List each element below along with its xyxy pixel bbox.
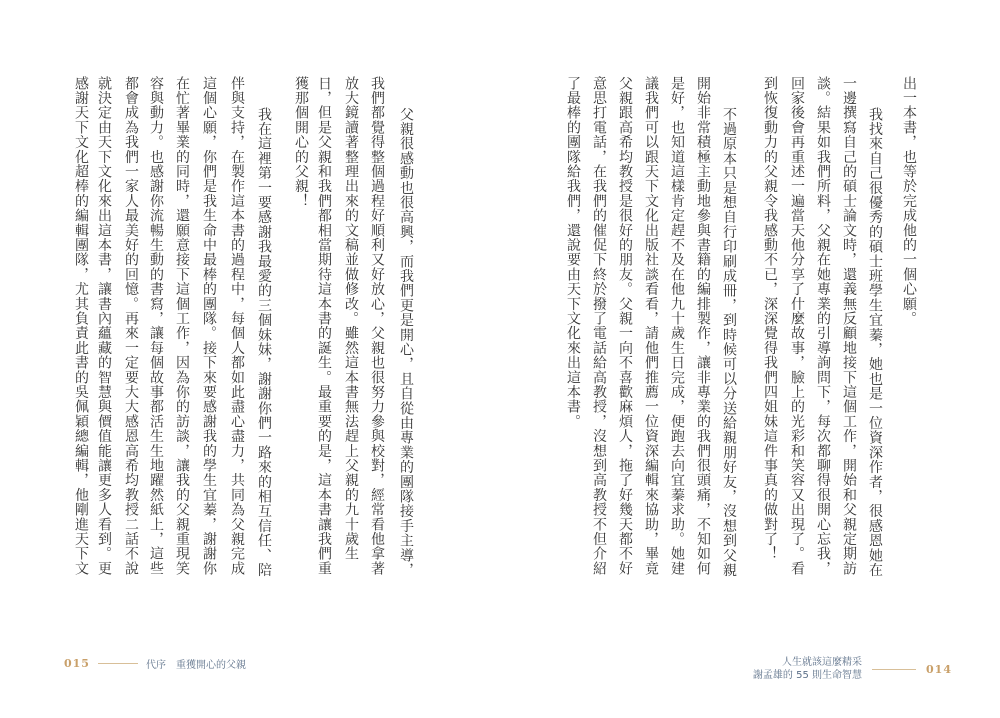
text-column: 我在這裡第一要感謝我最愛的三個妹妹，謝謝你們一路來的相互信任、陪: [256, 106, 272, 578]
right-page: [500, 0, 1000, 718]
text-column: 是好，也知道這樣肯定趕不及在他九十歲生日完成，便跑去向宜蓁求助。她建: [669, 76, 685, 576]
text-column: 我們都覺得整個過程好順利又好放心，父親也很努力參與校對，經常看他拿著: [369, 76, 385, 576]
text-column: 在忙著畢業的同時，還願意接下這個工作，因為你的訪談，讓我的父親重現笑: [174, 76, 190, 576]
text-column: 父親跟高希均教授是很好的朋友。父親一向不喜歡麻煩人，拖了好幾天都不好: [617, 76, 633, 576]
text-column: 一邊撰寫自己的碩士論文時，還義無反顧地接下這個工作，開始和父親定期訪: [841, 76, 857, 576]
text-column: 這個心願，你們是我生命中最棒的團隊。接下來要感謝我的學生宜蓁，謝謝你: [201, 76, 217, 576]
page-number: 014: [926, 662, 952, 676]
left-page-footer: [64, 656, 246, 671]
text-column: 談。結果如我們所料，父親在她專業的引導詢問下，每次都聊得很開心忘我，: [815, 76, 831, 576]
book-title: [753, 656, 862, 682]
footer-rule: [98, 663, 138, 664]
text-column: 意思打電話，在我們的催促下終於撥了電話給高教授，沒想到高教授不但介紹: [591, 76, 607, 576]
right-page-footer: [753, 656, 952, 682]
text-column: 日，但是父親和我們都相當期待這本書的誕生。最重要的是，這本書讓我們重: [316, 76, 332, 576]
footer-rule: [872, 669, 916, 670]
text-column: 開始非常積極主動地參與書籍的編排製作，讓非專業的我們很頭痛，不知如何: [695, 76, 711, 576]
book-title-line1: 人生就該這麼精采: [782, 657, 863, 668]
text-column: 都會成為我們一家人最美好的回憶。再來一定要大大感恩高希均教授二話不說: [123, 76, 139, 576]
text-column: 了最棒的團隊給我們，還說要由天下文化來出這本書。: [565, 76, 581, 429]
text-column: 容與動力。也感謝你流暢生動的書寫，讓每個故事都活生生地躍然紙上，這些: [148, 76, 164, 576]
text-column: 回家後會再重述一遍當天他分享了什麼故事，臉上的光彩和笑容又出現了。看: [789, 76, 805, 576]
text-column: 父親很感動也很高興，而我們更是開心，且自從由專業的團隊接手主導，: [398, 106, 414, 578]
chapter-title: 重獲開心的父親: [175, 660, 246, 671]
page-number: 015: [64, 657, 90, 670]
book-title-line2: 謝孟雄的 55 則生命智慧: [752, 670, 863, 681]
text-column: 感謝天下文化超棒的編輯團隊，尤其負責此書的吳佩穎總編輯，他剛進天下文: [73, 76, 89, 576]
text-column: 伴與支持，在製作這本書的過程中，每個人都如此盡心盡力，共同為父親完成: [229, 76, 245, 576]
text-column: 不過原本只是想自行印刷成冊，到時候可以分送給親朋好友，沒想到父親: [721, 106, 737, 578]
text-column: 就決定由天下文化來出這本書，讓書內蘊藏的智慧與價值能讓更多人看到。更: [96, 76, 112, 576]
text-column: 到恢復動力的父親令我感動不已，深深覺得我們四姐妹這件事真的做對了！: [762, 76, 778, 562]
text-column: 我找來自己很優秀的碩士班學生宜蓁，她也是一位資深作者，很感恩她在: [867, 106, 883, 578]
text-column: 出一本書，也等於完成他的一個心願。: [901, 76, 917, 326]
text-column: 獲那個開心的父親！: [293, 76, 309, 209]
text-column: 放大鏡讀著整理出來的文稿並做修改。雖然這本書無法趕上父親的九十歲生: [343, 76, 359, 562]
section-label: 代序: [145, 660, 166, 671]
text-column: 議我們可以跟天下文化出版社談看看，請他們推薦一位資深編輯來協助，畢竟: [643, 76, 659, 576]
